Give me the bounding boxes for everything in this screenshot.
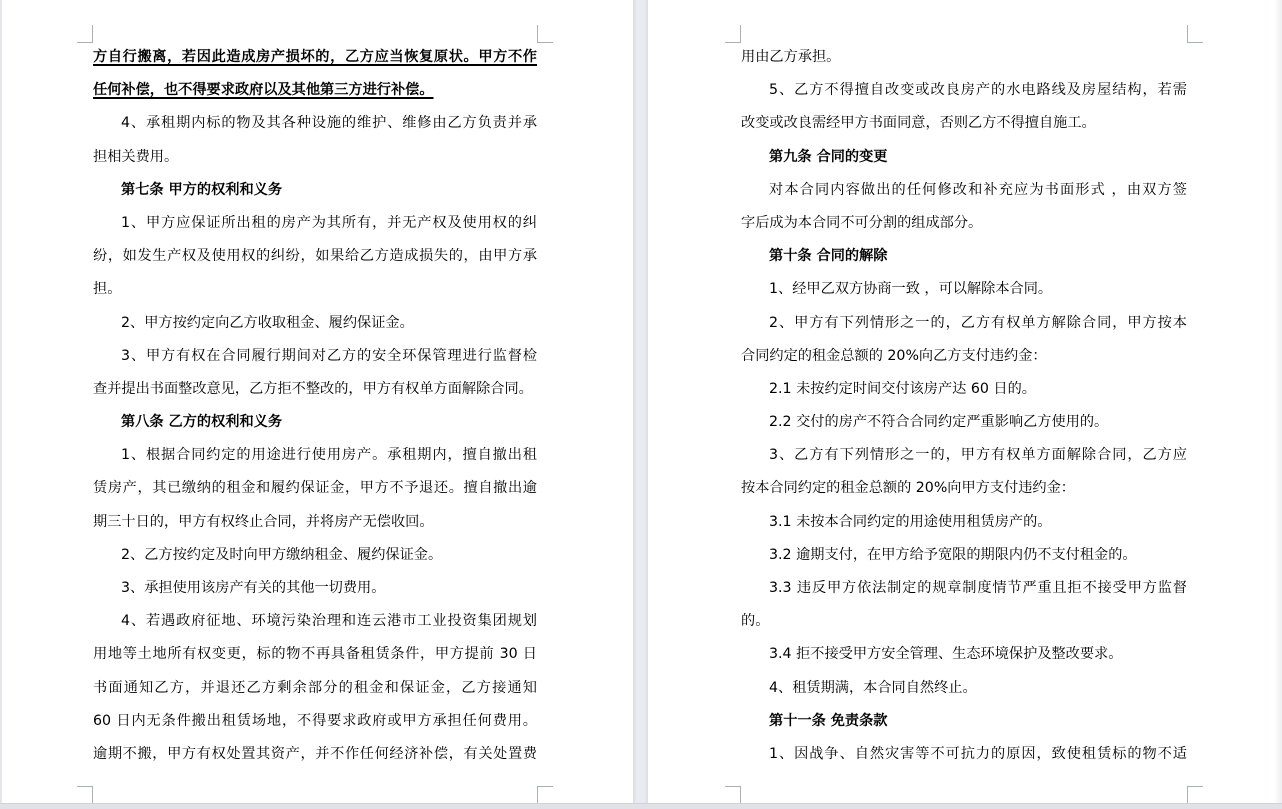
text-line[interactable]: 2、甲方有下列情形之一的，乙方有权单方解除合同，甲方按本	[769, 314, 1187, 331]
margin-mark-bottom-left-page2	[725, 786, 741, 804]
text-line[interactable]: 书面通知乙方，并退还乙方剩余部分的租金和保证金，乙方接通知	[93, 679, 537, 696]
text-line[interactable]: 担。	[93, 281, 122, 298]
margin-mark-bottom-left-page1	[77, 786, 93, 804]
text-line[interactable]: 1、根据合同约定的用途进行使用房产。承租期内，擅自撤出租	[121, 447, 537, 464]
text-line[interactable]: 第十一条 免责条款	[769, 712, 888, 729]
text-line[interactable]: 第十条 合同的解除	[769, 248, 888, 265]
text-line[interactable]: 对本合同内容做出的任何修改和补充应为书面形式 ，由双方签	[769, 181, 1187, 198]
text-line[interactable]: 按本合同约定的租金总额的 20%向甲方支付违约金：	[741, 480, 1075, 497]
margin-mark-top-left-page2	[725, 25, 741, 43]
margin-mark-top-left-page1	[77, 25, 93, 43]
text-line[interactable]: 1、经甲乙双方协商一致 ，可以解除本合同。	[769, 281, 1053, 298]
text-line[interactable]: 合同约定的租金总额的 20%向乙方支付违约金：	[741, 347, 1047, 364]
text-line[interactable]: 3.2 逾期支付，在甲方给予宽限的期限内仍不支付租金的。	[769, 546, 1137, 563]
text-line[interactable]: 用地等土地所有权变更，标的物不再具备租赁条件，甲方提前 30 日	[93, 646, 537, 663]
right-page-edge-shadow	[1274, 0, 1282, 803]
margin-mark-top-right-page2	[1187, 25, 1203, 43]
text-line[interactable]: 第八条 乙方的权利和义务	[121, 414, 283, 431]
text-line[interactable]: 第九条 合同的变更	[769, 148, 888, 165]
left-page-edge	[0, 0, 2, 803]
text-line[interactable]: 赁房产，其已缴纳的租金和履约保证金，甲方不予退还。擅自撤出逾	[93, 480, 537, 497]
text-line[interactable]: 2、乙方按约定及时向甲方缴纳租金、履约保证金。	[121, 546, 443, 563]
text-line[interactable]: 1、因战争、自然灾害等不可抗力的原因，致使租赁标的物不适	[769, 745, 1187, 762]
text-line[interactable]: 2.1 未按约定时间交付该房产达 60 日的。	[769, 380, 1036, 397]
text-line[interactable]: 期三十日的，甲方有权终止合同，并将房产无偿收回。	[93, 513, 434, 530]
text-line[interactable]: 第七条 甲方的权利和义务	[121, 181, 283, 198]
text-line[interactable]: 逾期不搬，甲方有权处置其资产，并不作任何经济补偿，有关处置费	[93, 745, 537, 762]
margin-mark-bottom-right-page1	[537, 786, 553, 804]
text-line[interactable]: 3.4 拒不接受甲方安全管理、生态环境保护及整改要求。	[769, 646, 1123, 663]
text-line[interactable]: 1、甲方应保证所出租的房产为其所有，并无产权及使用权的纠	[121, 214, 537, 231]
text-line[interactable]: 3、乙方有下列情形之一的，甲方有权单方面解除合同，乙方应	[769, 447, 1187, 464]
text-line[interactable]: 4、承租期内标的物及其各种设施的维护、维修由乙方负责并承	[121, 115, 537, 132]
text-line[interactable]: 60 日内无条件搬出租赁场地，不得要求政府或甲方承担任何费用。	[93, 712, 537, 729]
text-line[interactable]: 4、租赁期满，本合同自然终止。	[769, 679, 977, 696]
text-line[interactable]: 用由乙方承担。	[741, 49, 841, 65]
text-line[interactable]: 改变或改良需经甲方书面同意，否则乙方不得擅自施工。	[741, 115, 1096, 132]
text-line[interactable]: 纷，如发生产权及使用权的纠纷，如果给乙方造成损失的，由甲方承	[93, 248, 537, 265]
text-line[interactable]: 方自行搬离，若因此造成房产损坏的，乙方应当恢复原状。甲方不作	[93, 49, 537, 65]
text-line[interactable]: 2、甲方按约定向乙方收取租金、履约保证金。	[121, 314, 414, 331]
text-line[interactable]: 任何补偿，也不得要求政府以及其他第三方进行补偿。	[93, 82, 434, 99]
text-line[interactable]: 字后成为本合同不可分割的组成部分。	[741, 214, 983, 231]
text-line[interactable]: 的。	[741, 613, 770, 630]
text-line[interactable]: 4、若遇政府征地、环境污染治理和连云港市工业投资集团规划	[121, 613, 537, 630]
text-line[interactable]: 3.3 违反甲方依法制定的规章制度情节严重且拒不接受甲方监督	[769, 580, 1187, 596]
bottom-scroll-strip[interactable]	[0, 803, 1282, 809]
text-line[interactable]: 3.1 未按本合同约定的用途使用租赁房产的。	[769, 513, 1052, 530]
text-line[interactable]: 担相关费用。	[93, 148, 179, 165]
text-line[interactable]: 查并提出书面整改意见，乙方拒不整改的，甲方有权单方面解除合同。	[93, 380, 533, 397]
text-line[interactable]: 3、承担使用该房产有关的其他一切费用。	[121, 580, 386, 596]
page-right-text-area[interactable]	[741, 41, 1187, 771]
text-line[interactable]: 5、乙方不得擅自改变或改良房产的水电路线及房屋结构，若需	[769, 82, 1187, 99]
text-line[interactable]: 2.2 交付的房产不符合合同约定严重影响乙方使用的。	[769, 414, 1109, 431]
text-line[interactable]: 3、甲方有权在合同履行期间对乙方的安全环保管理进行监督检	[121, 347, 537, 364]
margin-mark-top-right-page1	[537, 25, 553, 43]
page-gap	[633, 0, 648, 803]
margin-mark-bottom-right-page2	[1187, 786, 1203, 804]
page-left-text-area[interactable]	[93, 41, 537, 771]
